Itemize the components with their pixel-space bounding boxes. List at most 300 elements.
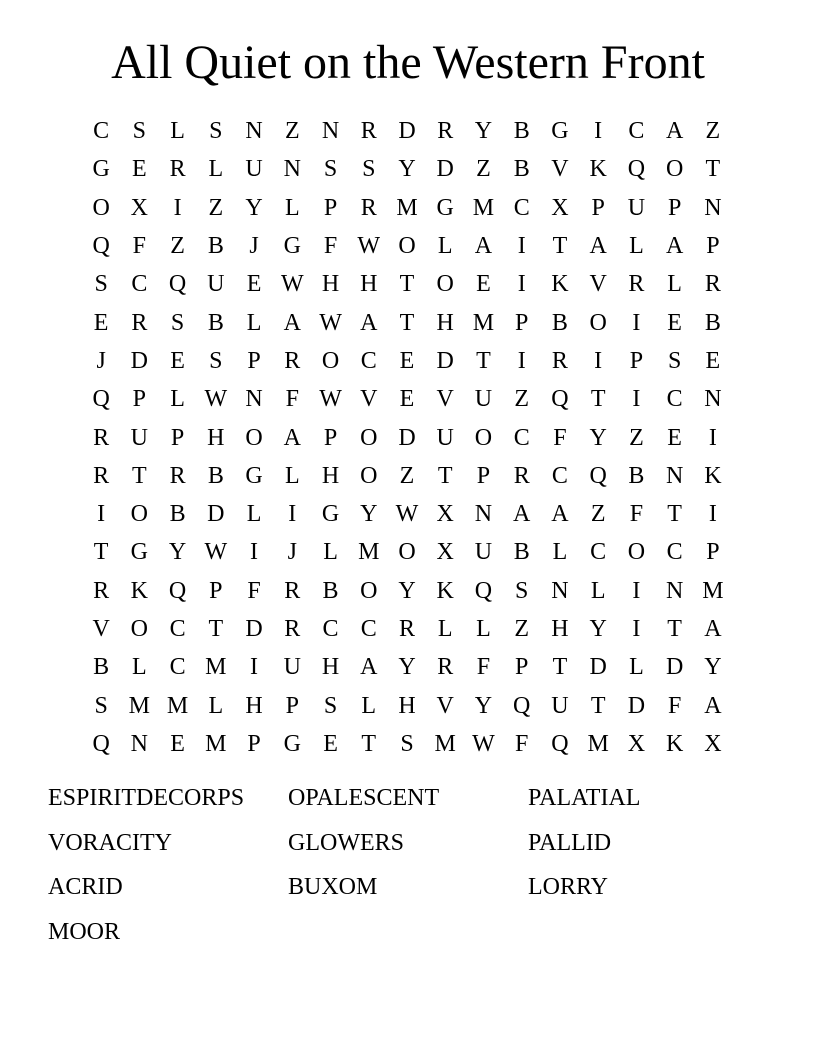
grid-letter: M	[396, 194, 418, 221]
grid-letter: F	[285, 386, 299, 413]
grid-letter: Z	[705, 118, 721, 145]
grid-letter: Z	[590, 501, 606, 528]
grid-letter: N	[245, 386, 263, 413]
grid-letter: H	[551, 616, 569, 642]
grid-letter: C	[513, 194, 530, 221]
grid-letter: B	[207, 462, 224, 489]
grid-letter: L	[476, 616, 491, 642]
grid-letter: V	[436, 386, 454, 413]
grid-letter: E	[667, 309, 682, 336]
grid-letter: P	[515, 309, 529, 336]
word-list-item: ACRID	[48, 874, 123, 900]
grid-letter: N	[551, 577, 569, 604]
grid-letter: R	[284, 347, 301, 374]
grid-letter: U	[130, 424, 149, 451]
grid-letter: E	[399, 386, 415, 413]
grid-letter: A	[589, 233, 607, 260]
grid-row	[82, 572, 732, 610]
grid-letter: Y	[589, 616, 607, 642]
grid-letter: C	[360, 347, 377, 374]
grid-letter: Z	[476, 156, 491, 183]
grid-letter: C	[666, 539, 683, 566]
grid-letter: M	[205, 654, 227, 681]
grid-letter: G	[283, 233, 301, 260]
grid-letter: R	[628, 271, 645, 298]
grid-letter: Z	[514, 386, 530, 413]
grid-letter: M	[587, 730, 609, 757]
grid-letter: I	[708, 424, 717, 451]
grid-letter: S	[132, 118, 147, 145]
grid-letter: P	[591, 194, 605, 221]
grid-letter: O	[92, 194, 110, 221]
grid-letter: N	[704, 386, 722, 413]
grid-letter: U	[283, 654, 301, 681]
grid-letter: Z	[514, 616, 530, 642]
grid-letter: V	[589, 271, 607, 298]
grid-letter: J	[96, 347, 106, 374]
grid-row	[82, 342, 732, 380]
grid-letter: F	[553, 424, 567, 451]
grid-letter: R	[551, 347, 568, 374]
grid-letter: O	[627, 539, 646, 566]
grid-letter: T	[667, 501, 682, 528]
grid-letter: W	[319, 309, 342, 336]
grid-letter: L	[629, 233, 644, 260]
puzzle-title: All Quiet on the Western Front	[111, 36, 705, 89]
grid-row	[82, 533, 732, 571]
grid-letter: R	[360, 194, 377, 221]
grid-letter: L	[552, 539, 568, 566]
grid-letter: W	[280, 271, 304, 298]
grid-letter: I	[594, 118, 603, 145]
grid-letter: O	[130, 616, 149, 642]
grid-letter: D	[436, 347, 454, 374]
grid-letter: M	[472, 309, 495, 336]
grid-letter: S	[515, 577, 529, 604]
grid-letter: E	[667, 424, 682, 451]
grid-letter: D	[627, 692, 646, 719]
grid-letter: R	[169, 156, 186, 183]
word-list-item: GLOWERS	[288, 829, 404, 856]
grid-letter: S	[170, 309, 185, 336]
word-list-item: PALLID	[528, 829, 612, 856]
grid-letter: F	[247, 577, 261, 604]
grid-letter: T	[399, 309, 415, 336]
grid-letter: Q	[168, 271, 187, 298]
grid-letter: I	[97, 501, 106, 528]
grid-letter: C	[551, 462, 568, 489]
grid-letter: P	[706, 539, 720, 566]
grid-letter: S	[94, 271, 108, 298]
grid-letter: H	[398, 692, 416, 719]
grid-letter: P	[323, 424, 338, 451]
grid-letter: D	[398, 424, 416, 451]
grid-letter: D	[589, 654, 607, 681]
grid-letter: S	[400, 730, 414, 757]
grid-letter: O	[321, 347, 340, 374]
grid-letter: I	[173, 194, 182, 221]
grid-letter: I	[632, 577, 641, 604]
grid-letter: Q	[168, 577, 187, 604]
grid-letter: U	[474, 539, 493, 566]
grid-letter: T	[590, 692, 606, 719]
grid-letter: H	[321, 271, 340, 298]
word-list-item: MOOR	[48, 918, 121, 945]
grid-letter: Q	[589, 462, 607, 489]
grid-letter: G	[245, 462, 263, 489]
grid-letter: N	[665, 462, 684, 489]
grid-letter: G	[551, 118, 569, 145]
grid-letter: M	[434, 730, 456, 757]
grid-letter: A	[283, 309, 301, 336]
grid-letter: P	[629, 347, 644, 374]
grid-letter: R	[93, 577, 110, 604]
grid-letter: E	[132, 156, 147, 183]
grid-letter: R	[398, 616, 415, 642]
grid-letter: W	[204, 539, 228, 566]
grid-letter: P	[285, 692, 299, 719]
grid-letter: B	[207, 309, 224, 336]
grid-letter: Q	[92, 386, 110, 413]
grid-letter: L	[667, 271, 682, 298]
word-list-item: VORACITY	[48, 829, 172, 856]
grid-letter: C	[360, 616, 377, 642]
grid-row	[82, 725, 732, 763]
grid-letter: B	[513, 156, 530, 183]
grid-row	[82, 418, 732, 456]
grid-letter: L	[361, 692, 377, 719]
grid-letter: X	[551, 194, 569, 221]
grid-letter: C	[93, 118, 110, 145]
grid-letter: H	[360, 271, 378, 298]
grid-letter: D	[398, 118, 416, 145]
grid-letter: Q	[551, 730, 569, 757]
grid-letter: Q	[474, 577, 493, 604]
grid-letter: U	[207, 271, 225, 298]
grid-letter: H	[245, 692, 263, 719]
grid-letter: N	[130, 730, 149, 757]
grid-letter: W	[357, 233, 381, 260]
grid-letter: I	[594, 347, 603, 374]
grid-letter: I	[632, 309, 641, 336]
grid-row	[82, 112, 732, 150]
grid-letter: N	[665, 577, 684, 604]
grid-letter: S	[209, 118, 223, 145]
grid-letter: Y	[589, 424, 607, 451]
grid-letter: E	[93, 309, 109, 336]
grid-letter: G	[283, 730, 301, 757]
grid-letter: L	[629, 654, 644, 681]
grid-letter: S	[94, 692, 108, 719]
grid-letter: R	[437, 654, 454, 681]
grid-letter: L	[170, 118, 185, 145]
grid-letter: L	[246, 501, 262, 528]
grid-row	[82, 610, 732, 648]
grid-letter: Z	[399, 462, 415, 489]
grid-letter: I	[288, 501, 297, 528]
grid-letter: C	[131, 271, 148, 298]
grid-letter: O	[436, 271, 454, 298]
grid-letter: F	[323, 233, 338, 260]
grid-letter: S	[667, 347, 682, 374]
grid-letter: I	[632, 616, 641, 642]
grid-letter: N	[283, 156, 301, 183]
grid-letter: I	[517, 233, 526, 260]
grid-letter: G	[92, 156, 110, 183]
grid-letter: P	[247, 730, 261, 757]
grid-letter: R	[284, 577, 301, 604]
grid-letter: O	[130, 501, 149, 528]
grid-letter: W	[319, 386, 342, 413]
grid-letter: U	[627, 194, 646, 221]
grid-letter: L	[208, 156, 224, 183]
grid-letter: K	[589, 156, 607, 183]
grid-letter: L	[284, 462, 300, 489]
grid-row	[82, 150, 732, 188]
grid-letter: P	[209, 577, 223, 604]
word-list-item: PALATIAL	[528, 785, 641, 811]
grid-letter: Y	[245, 194, 263, 221]
grid-letter: F	[667, 692, 682, 719]
grid-letter: J	[249, 233, 259, 260]
grid-row	[82, 495, 732, 533]
grid-letter: E	[705, 347, 721, 374]
grid-letter: V	[92, 616, 110, 642]
grid-letter: O	[589, 309, 607, 336]
grid-letter: U	[245, 156, 263, 183]
grid-letter: I	[708, 501, 717, 528]
grid-letter: R	[93, 462, 110, 489]
grid-row	[82, 380, 732, 418]
grid-letter: Z	[284, 118, 300, 145]
grid-letter: R	[513, 462, 530, 489]
word-list-item: BUXOM	[288, 874, 378, 900]
grid-letter: S	[323, 156, 338, 183]
grid-letter: C	[169, 616, 186, 642]
grid-letter: B	[704, 309, 721, 336]
grid-letter: Z	[208, 194, 224, 221]
grid-letter: L	[437, 233, 453, 260]
grid-letter: C	[628, 118, 645, 145]
grid-letter: U	[551, 692, 569, 719]
grid-letter: C	[666, 386, 683, 413]
grid-letter: B	[169, 501, 186, 528]
grid-letter: O	[245, 424, 263, 451]
grid-letter: G	[130, 539, 149, 566]
word-list-item: OPALESCENT	[288, 785, 440, 811]
grid-letter: R	[360, 118, 377, 145]
grid-letter: Y	[398, 156, 416, 183]
grid-row	[82, 227, 732, 265]
grid-letter: D	[245, 616, 263, 642]
grid-letter: R	[131, 309, 148, 336]
grid-row	[82, 686, 732, 724]
grid-letter: O	[398, 233, 416, 260]
grid-letter: O	[665, 156, 684, 183]
grid-letter: V	[551, 156, 569, 183]
grid-letter: V	[360, 386, 378, 413]
grid-letter: T	[667, 616, 682, 642]
grid-row	[82, 303, 732, 341]
grid-letter: K	[551, 271, 569, 298]
grid-letter: B	[551, 309, 568, 336]
grid-letter: U	[436, 424, 454, 451]
grid-letter: T	[208, 616, 224, 642]
grid-letter: K	[130, 577, 149, 604]
grid-letter: U	[474, 386, 493, 413]
grid-letter: N	[704, 194, 722, 221]
grid-row	[82, 189, 732, 227]
grid-letter: C	[322, 616, 339, 642]
grid-letter: M	[128, 692, 151, 719]
grid-letter: C	[169, 654, 186, 681]
grid-letter: O	[360, 424, 378, 451]
grid-letter: I	[517, 347, 526, 374]
grid-letter: L	[437, 616, 453, 642]
grid-letter: R	[169, 462, 186, 489]
grid-letter: P	[476, 462, 491, 489]
grid-letter: P	[323, 194, 338, 221]
grid-letter: H	[321, 654, 340, 681]
grid-letter: E	[399, 347, 415, 374]
grid-letter: A	[360, 309, 378, 336]
grid-letter: A	[283, 424, 301, 451]
grid-letter: Y	[398, 577, 416, 604]
grid-letter: X	[436, 539, 454, 566]
grid-letter: T	[437, 462, 453, 489]
grid-letter: X	[704, 730, 722, 757]
grid-letter: N	[245, 118, 263, 145]
grid-letter: L	[208, 692, 224, 719]
grid-letter: F	[515, 730, 529, 757]
grid-letter: B	[628, 462, 645, 489]
grid-letter: E	[323, 730, 338, 757]
grid-letter: J	[287, 539, 297, 566]
grid-letter: M	[702, 577, 724, 604]
grid-letter: I	[250, 654, 259, 681]
grid-letter: R	[93, 424, 110, 451]
grid-letter: K	[704, 462, 722, 489]
grid-letter: P	[515, 654, 529, 681]
grid-letter: H	[321, 462, 340, 489]
grid-letter: Q	[551, 386, 569, 413]
grid-letter: G	[436, 194, 454, 221]
word-list-item: ESPIRITDECORPS	[48, 785, 245, 811]
grid-letter: A	[704, 692, 722, 719]
grid-letter: H	[207, 424, 225, 451]
grid-letter: A	[665, 118, 684, 145]
grid-letter: I	[517, 271, 526, 298]
grid-letter: P	[170, 424, 185, 451]
grid-letter: C	[513, 424, 530, 451]
grid-letter: A	[513, 501, 531, 528]
grid-row	[82, 457, 732, 495]
grid-letter: N	[474, 501, 493, 528]
grid-letter: B	[322, 577, 339, 604]
grid-letter: P	[247, 347, 261, 374]
grid-letter: Y	[474, 118, 493, 145]
grid-row	[82, 265, 732, 303]
grid-letter: I	[632, 386, 641, 413]
grid-letter: B	[207, 233, 224, 260]
grid-letter: P	[132, 386, 147, 413]
grid-letter: T	[93, 539, 109, 566]
grid-letter: K	[436, 577, 454, 604]
grid-letter: T	[705, 156, 721, 183]
grid-letter: Y	[360, 501, 378, 528]
grid-letter: Q	[92, 730, 110, 757]
word-list	[48, 780, 768, 958]
grid-letter: T	[590, 386, 606, 413]
letter-grid	[82, 112, 732, 763]
grid-letter: F	[476, 654, 491, 681]
grid-letter: R	[704, 271, 721, 298]
grid-letter: F	[629, 501, 644, 528]
grid-letter: L	[132, 654, 147, 681]
grid-letter: X	[130, 194, 149, 221]
grid-letter: Q	[627, 156, 646, 183]
grid-letter: O	[360, 577, 378, 604]
grid-letter: Q	[513, 692, 531, 719]
grid-letter: C	[590, 539, 607, 566]
grid-letter: L	[170, 386, 185, 413]
grid-letter: F	[132, 233, 147, 260]
grid-letter: G	[321, 501, 340, 528]
grid-letter: O	[398, 539, 416, 566]
grid-letter: T	[552, 233, 568, 260]
grid-letter: Y	[398, 654, 416, 681]
grid-letter: A	[360, 654, 378, 681]
grid-letter: B	[513, 118, 530, 145]
word-list-item: LORRY	[528, 874, 609, 900]
grid-letter: O	[474, 424, 493, 451]
grid-letter: Q	[92, 233, 110, 260]
grid-letter: D	[436, 156, 454, 183]
grid-letter: S	[362, 156, 376, 183]
grid-letter: M	[358, 539, 380, 566]
grid-letter: X	[627, 730, 646, 757]
grid-letter: T	[476, 347, 491, 374]
grid-letter: W	[204, 386, 228, 413]
grid-letter: E	[170, 730, 185, 757]
grid-letter: L	[590, 577, 606, 604]
grid-row	[82, 648, 732, 686]
grid-letter: Y	[474, 692, 493, 719]
grid-letter: T	[361, 730, 377, 757]
grid-letter: D	[207, 501, 225, 528]
grid-letter: D	[130, 347, 149, 374]
grid-letter: R	[437, 118, 454, 145]
grid-letter: A	[665, 233, 684, 260]
grid-letter: A	[474, 233, 493, 260]
grid-letter: Y	[168, 539, 187, 566]
grid-letter: E	[476, 271, 491, 298]
grid-letter: A	[704, 616, 722, 642]
grid-letter: S	[209, 347, 223, 374]
grid-letter: Z	[629, 424, 644, 451]
grid-letter: T	[552, 654, 568, 681]
grid-letter: S	[323, 692, 338, 719]
grid-letter: M	[472, 194, 495, 221]
grid-letter: W	[472, 730, 495, 757]
grid-letter: P	[667, 194, 682, 221]
grid-letter: O	[360, 462, 378, 489]
grid-letter: M	[166, 692, 189, 719]
grid-letter: D	[665, 654, 684, 681]
grid-letter: K	[665, 730, 684, 757]
grid-letter: W	[395, 501, 419, 528]
grid-letter: X	[436, 501, 454, 528]
